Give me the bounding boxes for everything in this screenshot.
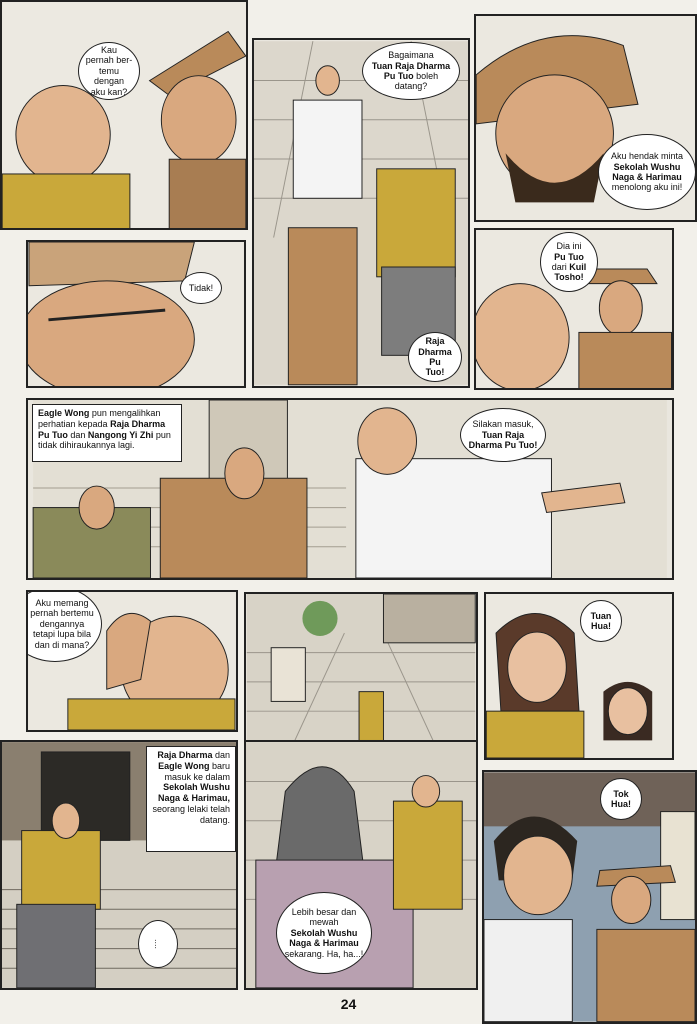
caption-text-bold: Eagle Wong xyxy=(38,408,90,418)
panel-2 xyxy=(252,38,470,388)
thought-bubble xyxy=(138,920,178,968)
bubble-line-bold: Pu Tuo xyxy=(383,71,414,81)
panel-7 xyxy=(26,590,238,732)
speech-bubble xyxy=(362,42,460,100)
bubble-line: Lebih besar dan mewah xyxy=(291,907,357,928)
speech-bubble xyxy=(276,892,372,974)
bubble-line: dari xyxy=(551,262,567,272)
panel-12 xyxy=(482,770,697,1024)
bubble-line: Silakan masuk, xyxy=(472,419,534,430)
bubble-line: Bagaimana xyxy=(388,50,434,61)
bubble-line-bold: Sekolah Wushu Naga & Harimau xyxy=(289,927,359,949)
caption-text: dan xyxy=(214,750,230,760)
panel-3 xyxy=(474,14,697,222)
bubble-line: Tuo! xyxy=(425,367,445,378)
bubble-line: Aku memang pernah bertemu dengannya tetapi lupa bila dan di mana? xyxy=(30,598,94,650)
bubble-line: Tuan Hua! xyxy=(590,610,612,631)
bubble-line: Kau xyxy=(100,45,117,56)
panel-11 xyxy=(244,740,478,990)
speech-bubble xyxy=(408,332,462,382)
bubble-line: Dia ini xyxy=(556,241,582,252)
speech-bubble xyxy=(598,134,696,210)
bubble-line: aku kan? xyxy=(90,86,128,97)
caption-text-bold: Raja Dharma xyxy=(157,750,213,760)
panel-4-art xyxy=(28,242,244,386)
panel-5 xyxy=(474,228,674,390)
caption-box xyxy=(32,404,182,462)
bubble-line-bold: Naga & Harimau xyxy=(612,172,682,182)
bubble-line: Tok Hua! xyxy=(611,788,631,809)
panel-9 xyxy=(484,592,674,760)
panel-10 xyxy=(0,740,238,990)
bubble-line-bold: Sekolah Wushu xyxy=(613,161,681,172)
panel-1-art xyxy=(2,2,246,228)
speech-bubble xyxy=(580,600,622,642)
caption-box xyxy=(146,746,236,852)
bubble-line: temu dengan xyxy=(93,65,125,87)
caption-text-bold: Sekolah Wushu Naga & Harimau, xyxy=(157,782,230,804)
bubble-line-bold: Pu Tuo xyxy=(554,251,584,262)
speech-bubble xyxy=(180,272,222,304)
bubble-line-bold: Kuil Tosho! xyxy=(554,262,587,283)
panel-1 xyxy=(0,0,248,230)
bubble-line: pernah ber- xyxy=(85,55,133,66)
caption-text-bold: Raja Dharma Pu Tuo xyxy=(38,418,166,440)
bubble-line: Raja xyxy=(425,336,445,347)
caption-text: baru masuk ke dalam xyxy=(164,760,230,782)
bubble-line-bold: Tuan Raja Dharma Pu Tuo! xyxy=(468,429,538,451)
panel-4 xyxy=(26,240,246,388)
panel-8 xyxy=(244,592,478,762)
caption-text-bold: Eagle Wong xyxy=(158,760,210,771)
panel-9-art xyxy=(486,594,672,758)
panel-8-art xyxy=(246,594,476,760)
panel-12-art xyxy=(484,772,695,1022)
speech-bubble xyxy=(78,42,140,100)
bubble-dots: .... xyxy=(153,938,164,949)
bubble-line: Tidak! xyxy=(188,282,214,293)
caption-text: pun tidak dihiraukannya lagi. xyxy=(38,429,171,451)
speech-bubble xyxy=(600,778,642,820)
caption-text: dan xyxy=(70,429,86,440)
bubble-line: boleh datang? xyxy=(394,71,439,92)
bubble-line: sekarang. Ha, ha...! xyxy=(284,948,364,959)
speech-bubble xyxy=(460,408,546,462)
page-number: 24 xyxy=(340,996,357,1012)
panel-6 xyxy=(26,398,674,580)
caption-text: seorang lelaki telah datang. xyxy=(152,803,230,825)
bubble-line-bold: Tuan Raja Dharma xyxy=(371,60,451,71)
bubble-line: Dharma Pu xyxy=(418,346,452,367)
bubble-line: menolong aku ini! xyxy=(611,182,683,193)
speech-bubble xyxy=(540,232,598,292)
bubble-line: Aku hendak minta xyxy=(610,151,684,162)
caption-text: pun mengalihkan perhatian kepada xyxy=(38,408,161,429)
caption-text-bold: Nangong Yi Zhi xyxy=(87,429,154,440)
